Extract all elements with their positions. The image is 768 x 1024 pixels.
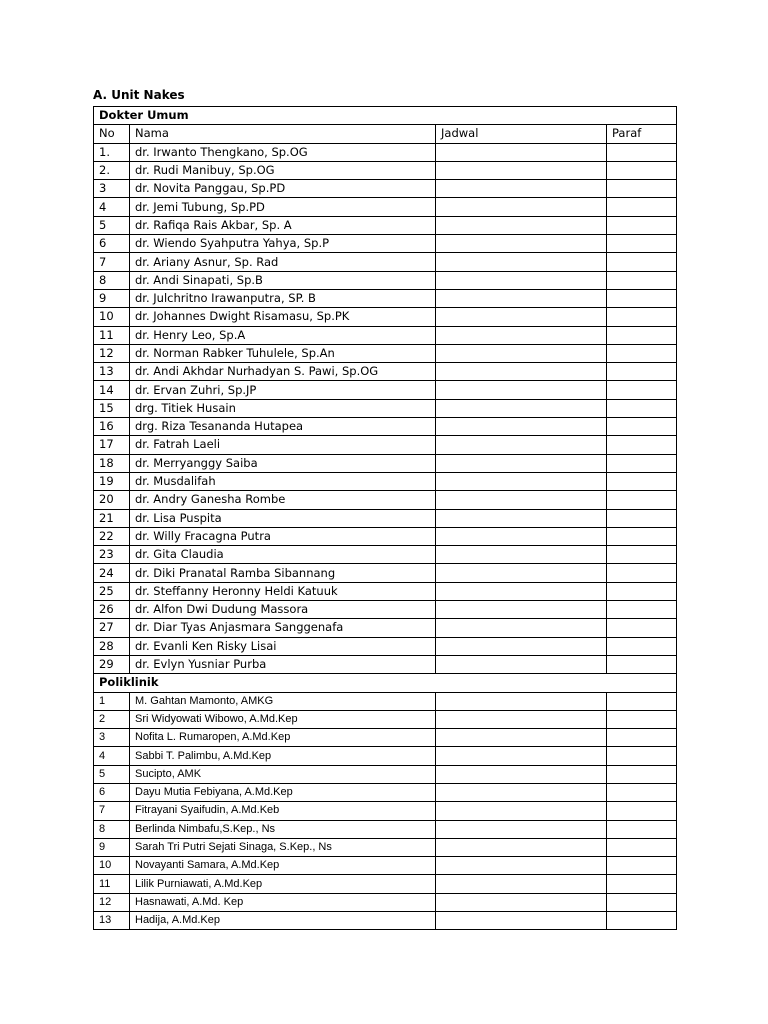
section-row <box>94 674 677 692</box>
staff-name: dr. Rudi Manibuy, Sp.OG <box>130 161 436 179</box>
jadwal-cell <box>436 582 607 600</box>
staff-name: dr. Fatrah Laeli <box>130 436 436 454</box>
jadwal-cell <box>436 765 607 783</box>
jadwal-cell <box>436 729 607 747</box>
staff-name: dr. Ervan Zuhri, Sp.JP <box>130 381 436 399</box>
row-number: 11 <box>94 875 130 893</box>
jadwal-cell <box>436 655 607 673</box>
jadwal-cell <box>436 619 607 637</box>
jadwal-cell <box>436 820 607 838</box>
jadwal-cell <box>436 491 607 509</box>
paraf-cell <box>607 820 677 838</box>
jadwal-cell <box>436 802 607 820</box>
staff-name: Nofita L. Rumaropen, A.Md.Kep <box>130 729 436 747</box>
paraf-cell <box>607 527 677 545</box>
staff-name: Sarah Tri Putri Sejati Sinaga, S.Kep., Ns <box>130 838 436 856</box>
paraf-cell <box>607 180 677 198</box>
paraf-cell <box>607 857 677 875</box>
staff-name: Dayu Mutia Febiyana, A.Md.Kep <box>130 783 436 801</box>
row-number: 13 <box>94 363 130 381</box>
table-row <box>94 783 677 801</box>
row-number: 8 <box>94 820 130 838</box>
jadwal-cell <box>436 143 607 161</box>
row-number: 9 <box>94 838 130 856</box>
staff-name: dr. Diki Pranatal Ramba Sibannang <box>130 564 436 582</box>
jadwal-cell <box>436 344 607 362</box>
paraf-cell <box>607 637 677 655</box>
staff-schedule-table <box>93 106 677 930</box>
staff-name: dr. Johannes Dwight Risamasu, Sp.PK <box>130 308 436 326</box>
table-row <box>94 253 677 271</box>
staff-name: dr. Andry Ganesha Rombe <box>130 491 436 509</box>
staff-name: Hadija, A.Md.Kep <box>130 912 436 930</box>
paraf-cell <box>607 436 677 454</box>
jadwal-cell <box>436 289 607 307</box>
table-row <box>94 582 677 600</box>
table-row <box>94 143 677 161</box>
table-row <box>94 729 677 747</box>
jadwal-cell <box>436 747 607 765</box>
jadwal-cell <box>436 601 607 619</box>
header-row <box>94 125 677 143</box>
jadwal-cell <box>436 637 607 655</box>
jadwal-cell <box>436 527 607 545</box>
jadwal-cell <box>436 564 607 582</box>
table-row <box>94 344 677 362</box>
staff-name: dr. Andi Akhdar Nurhadyan S. Pawi, Sp.OG <box>130 363 436 381</box>
table-row <box>94 198 677 216</box>
jadwal-cell <box>436 875 607 893</box>
jadwal-cell <box>436 326 607 344</box>
table-row <box>94 308 677 326</box>
jadwal-cell <box>436 216 607 234</box>
jadwal-cell <box>436 838 607 856</box>
table-row <box>94 527 677 545</box>
table-row <box>94 363 677 381</box>
jadwal-cell <box>436 546 607 564</box>
jadwal-cell <box>436 399 607 417</box>
table-row <box>94 235 677 253</box>
table-row <box>94 619 677 637</box>
jadwal-cell <box>436 509 607 527</box>
staff-name: dr. Diar Tyas Anjasmara Sanggenafa <box>130 619 436 637</box>
row-number: 12 <box>94 344 130 362</box>
row-number: 14 <box>94 381 130 399</box>
staff-name: dr. Henry Leo, Sp.A <box>130 326 436 344</box>
row-number: 16 <box>94 418 130 436</box>
column-header-no: No <box>94 125 130 143</box>
staff-name: Sucipto, AMK <box>130 765 436 783</box>
staff-name: Sabbi T. Palimbu, A.Md.Kep <box>130 747 436 765</box>
row-number: 11 <box>94 326 130 344</box>
table-row <box>94 564 677 582</box>
row-number: 21 <box>94 509 130 527</box>
row-number: 29 <box>94 655 130 673</box>
paraf-cell <box>607 253 677 271</box>
paraf-cell <box>607 747 677 765</box>
paraf-cell <box>607 912 677 930</box>
paraf-cell <box>607 546 677 564</box>
paraf-cell <box>607 655 677 673</box>
staff-name: drg. Titiek Husain <box>130 399 436 417</box>
jadwal-cell <box>436 436 607 454</box>
row-number: 10 <box>94 857 130 875</box>
staff-name: dr. Gita Claudia <box>130 546 436 564</box>
paraf-cell <box>607 509 677 527</box>
table-row <box>94 472 677 490</box>
table-row <box>94 271 677 289</box>
table-row <box>94 875 677 893</box>
paraf-cell <box>607 161 677 179</box>
section-row <box>94 107 677 125</box>
row-number: 23 <box>94 546 130 564</box>
jadwal-cell <box>436 912 607 930</box>
row-number: 13 <box>94 912 130 930</box>
column-header-paraf: Paraf <box>607 125 677 143</box>
row-number: 8 <box>94 271 130 289</box>
row-number: 19 <box>94 472 130 490</box>
staff-name: Berlinda Nimbafu,S.Kep., Ns <box>130 820 436 838</box>
staff-name: dr. Evanli Ken Risky Lisai <box>130 637 436 655</box>
row-number: 2. <box>94 161 130 179</box>
table-row <box>94 601 677 619</box>
row-number: 15 <box>94 399 130 417</box>
jadwal-cell <box>436 893 607 911</box>
jadwal-cell <box>436 198 607 216</box>
row-number: 4 <box>94 747 130 765</box>
jadwal-cell <box>436 180 607 198</box>
table-row <box>94 692 677 710</box>
row-number: 20 <box>94 491 130 509</box>
section-title: Dokter Umum <box>94 107 677 125</box>
paraf-cell <box>607 235 677 253</box>
jadwal-cell <box>436 783 607 801</box>
jadwal-cell <box>436 253 607 271</box>
paraf-cell <box>607 582 677 600</box>
paraf-cell <box>607 363 677 381</box>
paraf-cell <box>607 198 677 216</box>
paraf-cell <box>607 875 677 893</box>
row-number: 27 <box>94 619 130 637</box>
paraf-cell <box>607 381 677 399</box>
paraf-cell <box>607 326 677 344</box>
row-number: 22 <box>94 527 130 545</box>
table-row <box>94 326 677 344</box>
staff-name: dr. Julchritno Irawanputra, SP. B <box>130 289 436 307</box>
row-number: 3 <box>94 180 130 198</box>
staff-name: dr. Jemi Tubung, Sp.PD <box>130 198 436 216</box>
paraf-cell <box>607 838 677 856</box>
jadwal-cell <box>436 454 607 472</box>
staff-name: dr. Ariany Asnur, Sp. Rad <box>130 253 436 271</box>
staff-name: drg. Riza Tesananda Hutapea <box>130 418 436 436</box>
paraf-cell <box>607 344 677 362</box>
staff-name: dr. Lisa Puspita <box>130 509 436 527</box>
jadwal-cell <box>436 418 607 436</box>
column-header-jadwal: Jadwal <box>436 125 607 143</box>
paraf-cell <box>607 729 677 747</box>
table-row <box>94 637 677 655</box>
table-row <box>94 857 677 875</box>
row-number: 5 <box>94 765 130 783</box>
jadwal-cell <box>436 710 607 728</box>
row-number: 12 <box>94 893 130 911</box>
row-number: 6 <box>94 235 130 253</box>
row-number: 1 <box>94 692 130 710</box>
table-row <box>94 802 677 820</box>
paraf-cell <box>607 271 677 289</box>
paraf-cell <box>607 601 677 619</box>
jadwal-cell <box>436 381 607 399</box>
table-row <box>94 838 677 856</box>
staff-name: dr. Musdalifah <box>130 472 436 490</box>
row-number: 5 <box>94 216 130 234</box>
row-number: 4 <box>94 198 130 216</box>
paraf-cell <box>607 619 677 637</box>
table-row <box>94 820 677 838</box>
document-heading: A. Unit Nakes <box>93 88 185 102</box>
staff-name: dr. Wiendo Syahputra Yahya, Sp.P <box>130 235 436 253</box>
row-number: 7 <box>94 802 130 820</box>
jadwal-cell <box>436 161 607 179</box>
staff-name: dr. Evlyn Yusniar Purba <box>130 655 436 673</box>
paraf-cell <box>607 710 677 728</box>
paraf-cell <box>607 564 677 582</box>
staff-name: dr. Andi Sinapati, Sp.B <box>130 271 436 289</box>
paraf-cell <box>607 783 677 801</box>
paraf-cell <box>607 454 677 472</box>
staff-name: dr. Steffanny Heronny Heldi Katuuk <box>130 582 436 600</box>
table-row <box>94 180 677 198</box>
paraf-cell <box>607 802 677 820</box>
row-number: 9 <box>94 289 130 307</box>
paraf-cell <box>607 143 677 161</box>
table-row <box>94 912 677 930</box>
staff-name: Fitrayani Syaifudin, A.Md.Keb <box>130 802 436 820</box>
row-number: 17 <box>94 436 130 454</box>
staff-name: Lilik Purniawati, A.Md.Kep <box>130 875 436 893</box>
jadwal-cell <box>436 235 607 253</box>
paraf-cell <box>607 399 677 417</box>
section-title: Poliklinik <box>94 674 677 692</box>
row-number: 6 <box>94 783 130 801</box>
table-row <box>94 765 677 783</box>
jadwal-cell <box>436 692 607 710</box>
table-row <box>94 289 677 307</box>
staff-name: Novayanti Samara, A.Md.Kep <box>130 857 436 875</box>
table-row <box>94 509 677 527</box>
table-row <box>94 546 677 564</box>
jadwal-cell <box>436 271 607 289</box>
paraf-cell <box>607 308 677 326</box>
paraf-cell <box>607 692 677 710</box>
staff-name: dr. Novita Panggau, Sp.PD <box>130 180 436 198</box>
row-number: 25 <box>94 582 130 600</box>
column-header-nama: Nama <box>130 125 436 143</box>
paraf-cell <box>607 418 677 436</box>
table-row <box>94 161 677 179</box>
row-number: 1. <box>94 143 130 161</box>
table-row <box>94 399 677 417</box>
paraf-cell <box>607 216 677 234</box>
staff-name: Sri Widyowati Wibowo, A.Md.Kep <box>130 710 436 728</box>
paraf-cell <box>607 893 677 911</box>
row-number: 3 <box>94 729 130 747</box>
row-number: 28 <box>94 637 130 655</box>
row-number: 10 <box>94 308 130 326</box>
table-row <box>94 893 677 911</box>
jadwal-cell <box>436 308 607 326</box>
row-number: 18 <box>94 454 130 472</box>
staff-name: dr. Merryanggy Saiba <box>130 454 436 472</box>
paraf-cell <box>607 765 677 783</box>
staff-name: M. Gahtan Mamonto, AMKG <box>130 692 436 710</box>
paraf-cell <box>607 472 677 490</box>
staff-name: dr. Alfon Dwi Dudung Massora <box>130 601 436 619</box>
table-row <box>94 216 677 234</box>
table-row <box>94 710 677 728</box>
row-number: 7 <box>94 253 130 271</box>
row-number: 2 <box>94 710 130 728</box>
jadwal-cell <box>436 472 607 490</box>
paraf-cell <box>607 289 677 307</box>
table-row <box>94 418 677 436</box>
paraf-cell <box>607 491 677 509</box>
table-row <box>94 655 677 673</box>
row-number: 24 <box>94 564 130 582</box>
staff-name: dr. Norman Rabker Tuhulele, Sp.An <box>130 344 436 362</box>
row-number: 26 <box>94 601 130 619</box>
staff-name: Hasnawati, A.Md. Kep <box>130 893 436 911</box>
jadwal-cell <box>436 857 607 875</box>
staff-name: dr. Rafiqa Rais Akbar, Sp. A <box>130 216 436 234</box>
staff-name: dr. Willy Fracagna Putra <box>130 527 436 545</box>
table-row <box>94 381 677 399</box>
jadwal-cell <box>436 363 607 381</box>
table-row <box>94 454 677 472</box>
staff-name: dr. Irwanto Thengkano, Sp.OG <box>130 143 436 161</box>
table-row <box>94 491 677 509</box>
table-row <box>94 747 677 765</box>
table-row <box>94 436 677 454</box>
